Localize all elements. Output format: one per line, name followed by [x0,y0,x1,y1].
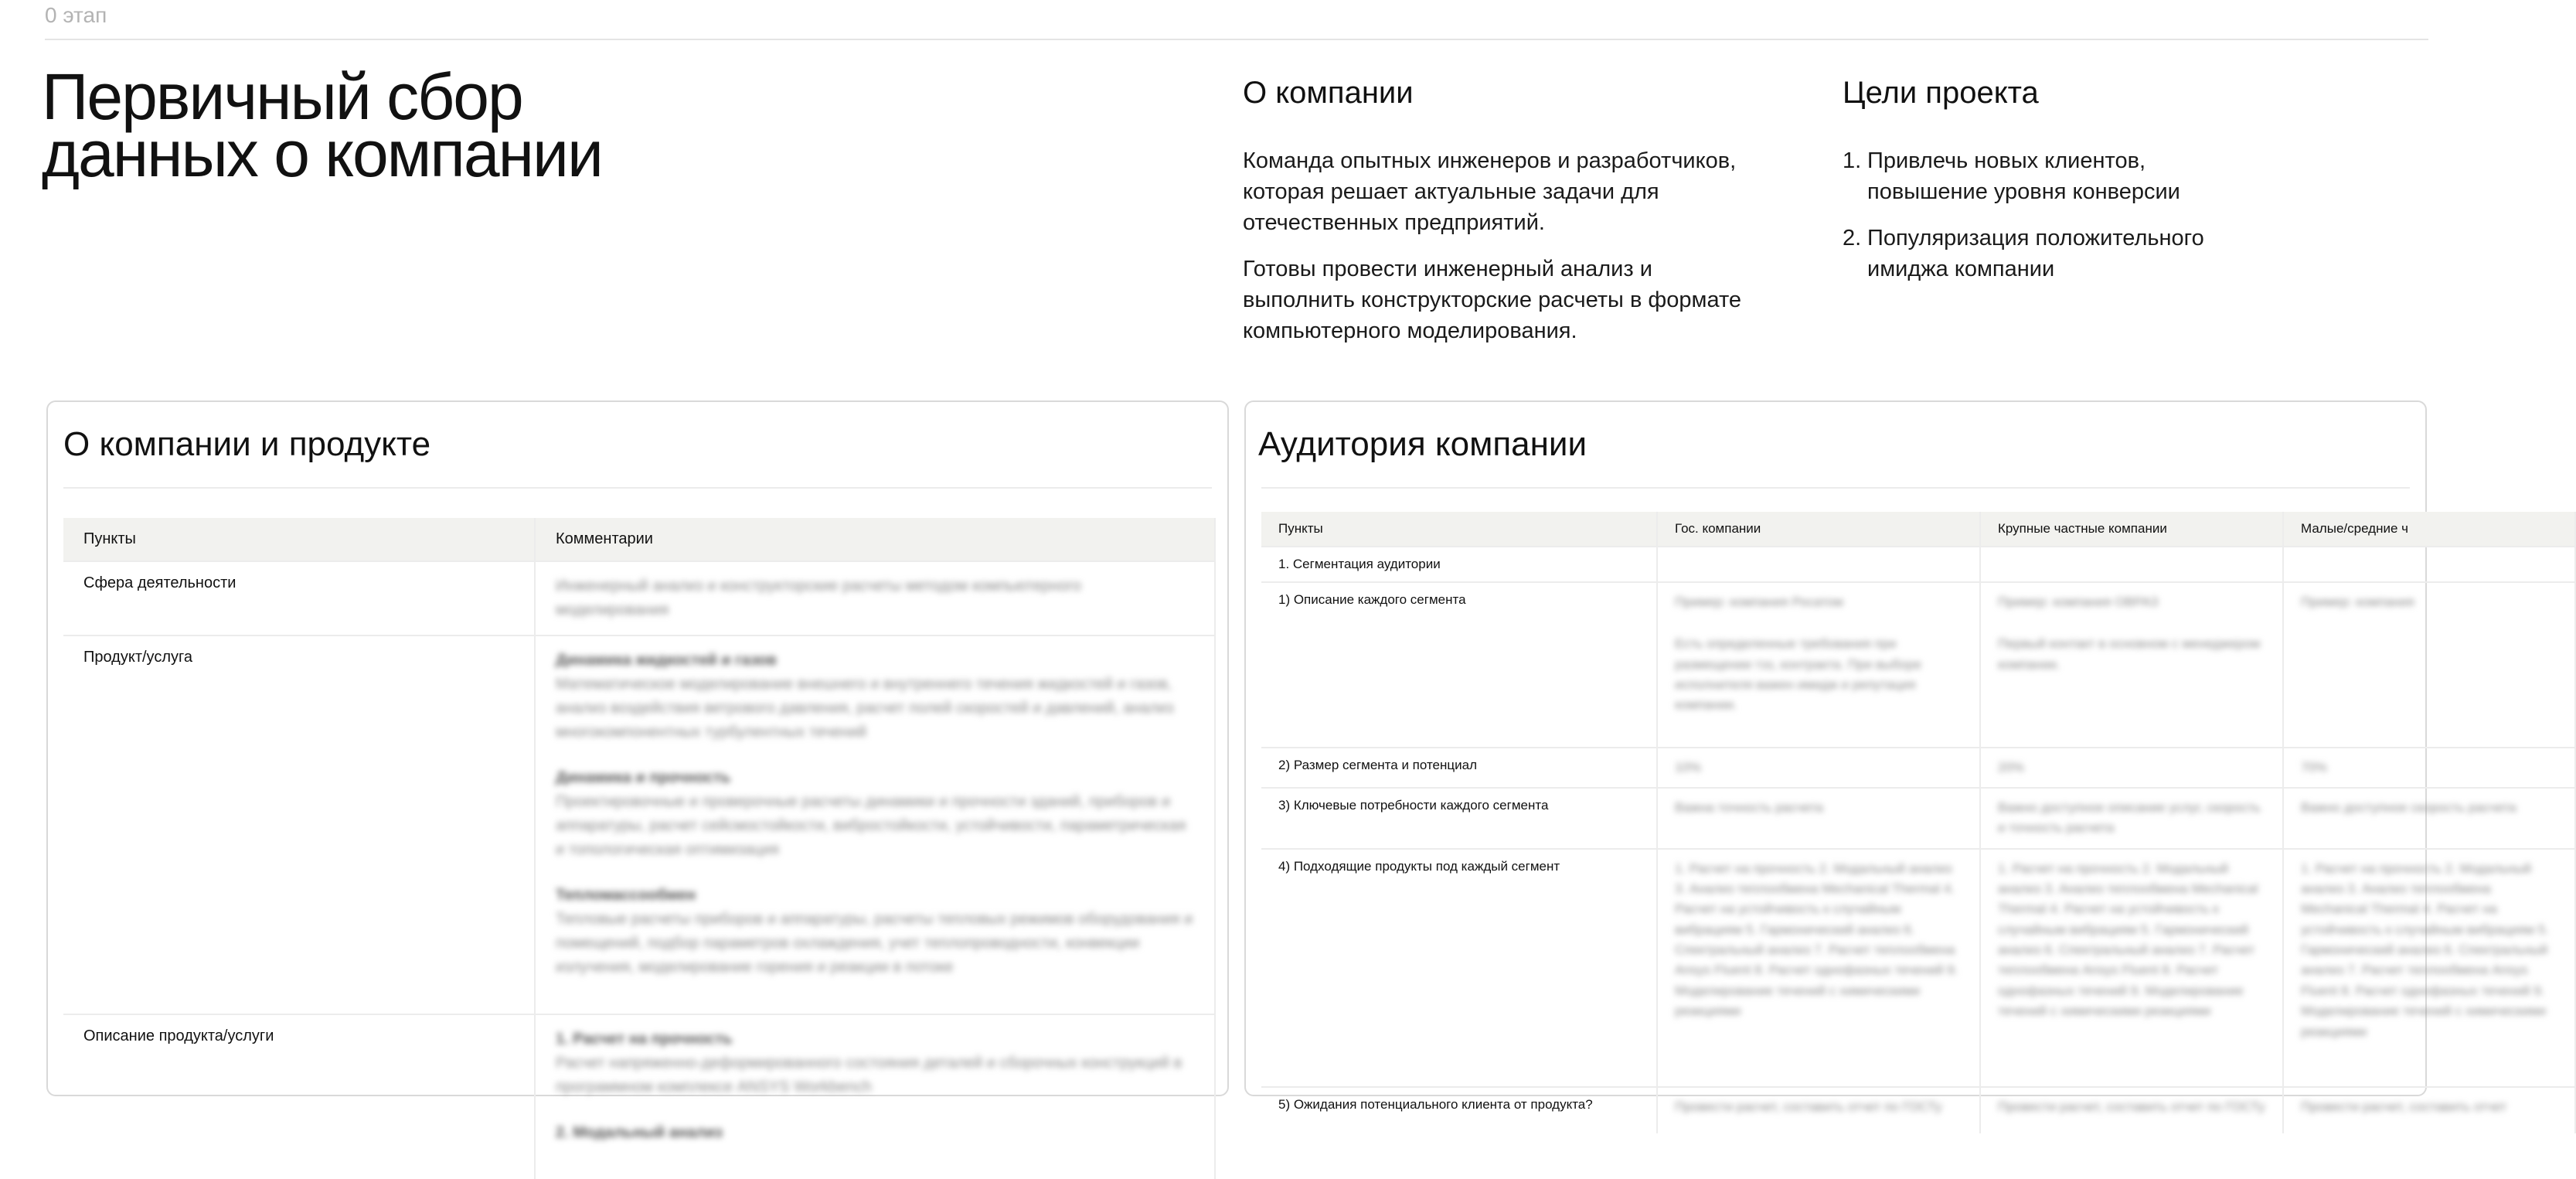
table-header: Комментарии [535,518,1215,561]
product-table [63,518,1216,1179]
table-cell: Важно доступное скорость расчета [2283,788,2575,849]
table-cell: 20% [1980,748,2283,788]
goal-item [1843,223,2260,285]
about-heading: О компании [1243,76,1414,110]
table-header: Малые/средние ч [2283,512,2575,547]
table-row [1261,1087,2575,1133]
row-label: 3) Ключевые потребности каждого сегмента [1261,788,1657,849]
row-label: Сфера деятельности [63,561,535,636]
goals-heading: Цели проекта [1843,76,2039,110]
page-title-line2: данных о компании [42,118,602,190]
table-cell: Провести расчет, составить отчет по ГОСТу [1657,1087,1980,1133]
row-comment: Динамика жидкостей и газов Математическое моделирование внешнего и внутреннего течения жидкостей и газов, анализ воздействия ветрового давления, расчет полей скоростей и давлений, анализ многокомпонентных турбулентных течений Динамика и прочность Проектировочные и проверочные расчеты динамики и прочности зданий, приборов и аппаратуры, расчет сейсмостойкости, вибростойкости, устойчивости, параметрическая и топологическая оптимизация Тепломассообмен Тепловые расчеты приборов и аппаратуры, расчеты тепловых режимов оборудования и помещений, подбор параметров охлаждения, учет теплопроводности, конвекции излучения, моделирование горения и реакции в потоке [535,636,1215,1014]
row-label: 1. Сегментация аудитории [1261,547,1657,582]
table-cell: 70% [2283,748,2575,788]
table-cell: Важна точность расчета [1657,788,1980,849]
table-cell: Важно доступное описание услуг, скорость и точность расчета [1980,788,2283,849]
table-cell: Пример: компания ОВРАЗ Первый контакт в основном с менеджером компании. [1980,582,2283,748]
row-comment: Инженерный анализ и конструкторские расчеты методом компьютерного моделирования [535,561,1215,636]
row-label: 5) Ожидания потенциального клиента от продукта? [1261,1087,1657,1133]
goal-number: 2. [1843,226,1862,250]
table-cell [1657,547,1980,582]
table-cell: Пример: компания [2283,582,2575,748]
audience-card-title: Аудитория компании [1258,425,1587,463]
product-card [46,400,1229,1141]
card-divider [1261,487,2410,489]
table-row [1261,748,2575,788]
page-title [42,60,1046,190]
row-label: 1) Описание каждого сегмента [1261,582,1657,748]
table-row [63,636,1215,1014]
stage-label: 0 этап [45,3,107,27]
table-cell: Провести расчет, составить отчет по ГОСТу [1980,1087,2283,1133]
top-divider [45,39,2428,40]
table-cell: Провести расчет, составить отчет [2283,1087,2575,1133]
goal-number: 1. [1843,148,1862,173]
table-row [63,561,1215,636]
audience-card [1244,400,2549,1114]
row-comment: 1. Расчет на прочность Расчет напряженно-деформированного состояния деталей и сборочных конструкций в программном комплексе ANSYS Workbench 2. Модальный анализ [535,1014,1215,1179]
product-card-title: О компании и продукте [63,425,431,463]
table-row [1261,788,2575,849]
row-label: 2) Размер сегмента и потенциал [1261,748,1657,788]
goal-item [1843,145,2260,207]
table-header: Крупные частные компании [1980,512,2283,547]
table-cell [1980,547,2283,582]
table-row [63,1014,1215,1179]
table-cell [2283,547,2575,582]
table-header: Пункты [1261,512,1657,547]
row-label: Описание продукта/услуги [63,1014,535,1179]
goals-list [1843,145,2260,300]
card-divider [63,487,1212,489]
row-label: 4) Подходящие продукты под каждый сегмент [1261,849,1657,1087]
goal-text: Привлечь новых клиентов, повышение уровня конверсии [1867,148,2180,204]
page-title-line1: Первичный сбор [42,60,522,133]
goal-text: Популяризация положительного имиджа компании [1867,226,2204,281]
about-paragraph-2: Готовы провести инженерный анализ и выполнить конструкторские расчеты в формате компьютерного моделирования. [1243,257,1742,343]
audience-table [1261,512,2576,1133]
row-label: Продукт/услуга [63,636,535,1014]
table-row [1261,582,2575,748]
table-row [1261,849,2575,1087]
about-paragraph-1: Команда опытных инженеров и разработчиков, которая решает актуальные задачи для отечественных предприятий. [1243,148,1737,235]
table-cell: 1. Расчет на прочность 2. Модальный анализ 3. Анализ теплообмена Mechanical Thermal 4. Расчет на устойчивость к случайным вибрациям 5. Гармонический анализ 6. Спектральный анализ 7. Расчет теплообмена Ansys Fluent 8. Расчет однофазных течений 9. Моделирование течений с химическими реакциями [2283,849,2575,1087]
table-cell: 1. Расчет на прочность 2. Модальный анализ 3. Анализ теплообмена Mechanical Thermal 4. Расчет на устойчивость к случайным вибрациям 5. Гармонический анализ 6. Спектральный анализ 7. Расчет теплообмена Ansys Fluent 8. Расчет однофазных течений 9. Моделирование течений с химическими реакциями [1657,849,1980,1087]
table-cell: 10% [1657,748,1980,788]
table-row [1261,547,2575,582]
table-cell: Пример: компания Росатом Есть определенные требования при размещении тзз, контракта. При выборе исполнителя важен имидж и репутация компании. [1657,582,1980,748]
table-cell: 1. Расчет на прочность 2. Модальный анализ 3. Анализ теплообмена Mechanical Thermal 4. Расчет на устойчивость к случайным вибрациям 5. Гармонический анализ 6. Спектральный анализ 7. Расчет теплообмена Ansys Fluent 8. Расчет однофазных течений 9. Моделирование течений с химическими реакциями [1980,849,2283,1087]
table-header: Пункты [63,518,535,561]
about-text [1243,145,1768,362]
table-header: Гос. компании [1657,512,1980,547]
